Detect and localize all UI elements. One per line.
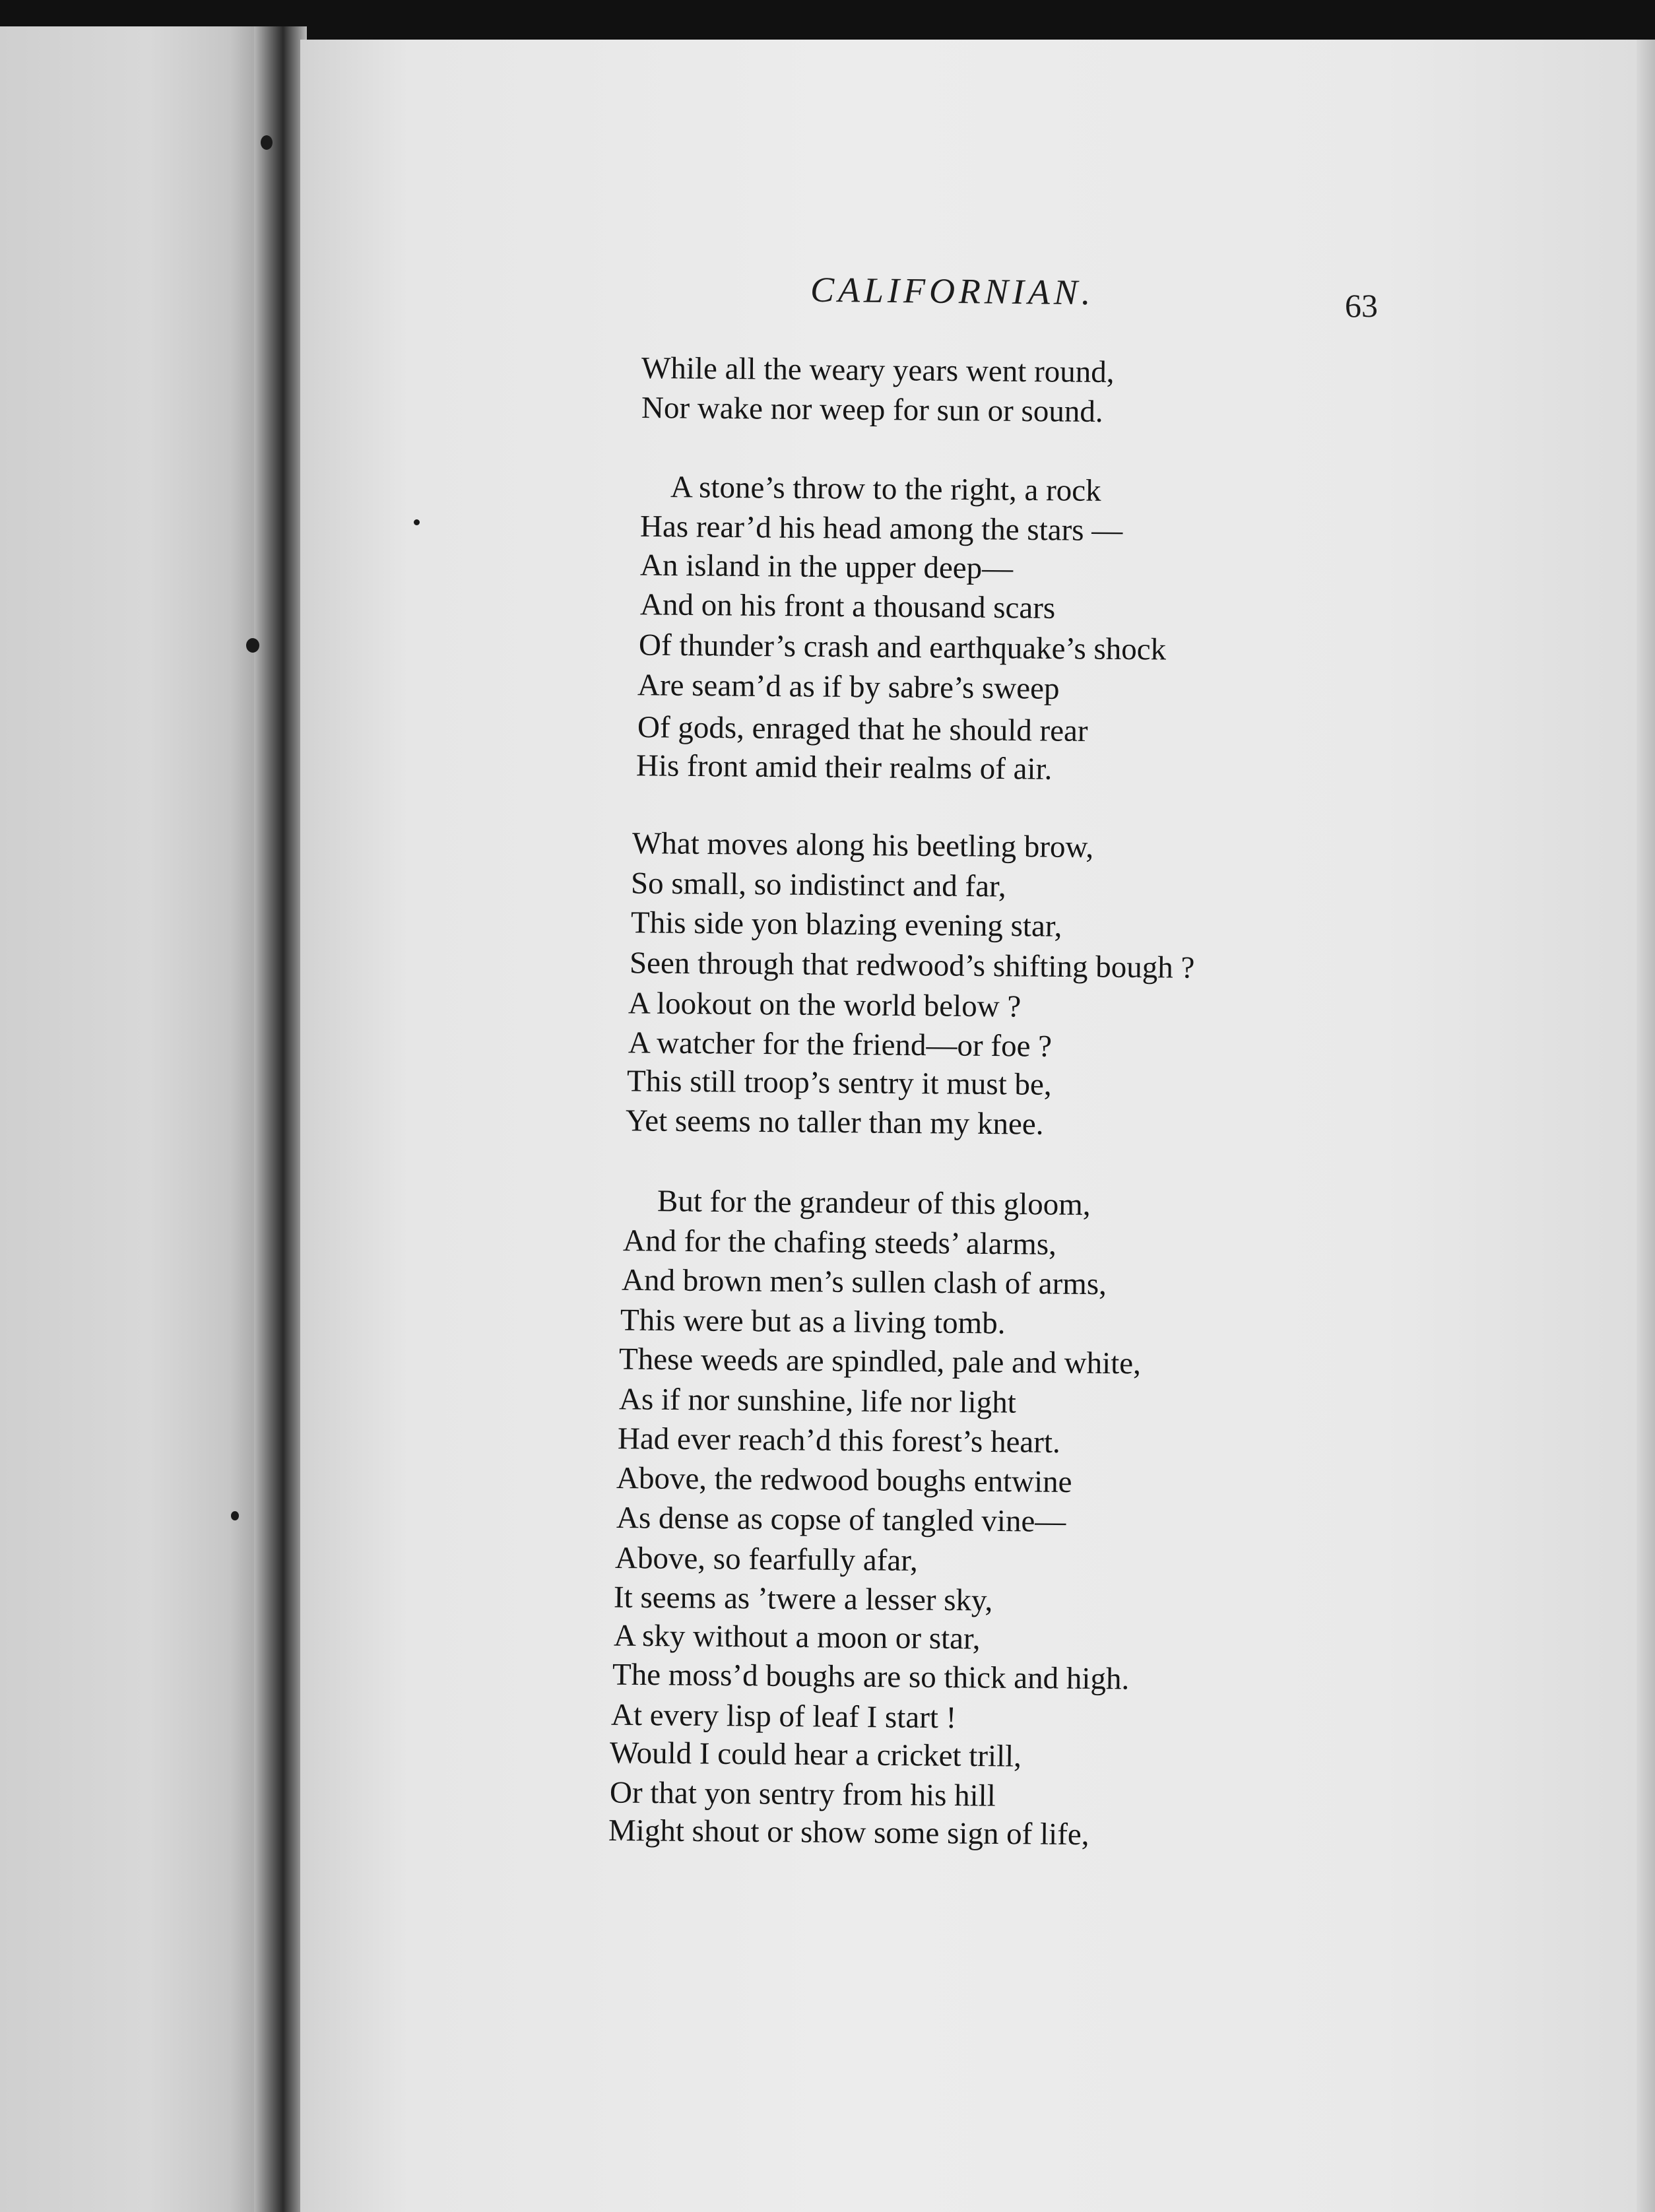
poem-line: A stone’s throw to the right, a rock: [670, 470, 1101, 508]
ink-speck: [231, 1511, 239, 1520]
poem-line: Above, the redwood boughs entwine: [616, 1460, 1072, 1500]
poem-line: And for the chafing steeds’ alarms,: [622, 1223, 1057, 1262]
poem-line: Of gods, enraged that he should rear: [637, 710, 1088, 748]
poem-line: An island in the upper deep—: [639, 548, 1014, 586]
poem-line: Has rear’d his head among the stars —: [639, 509, 1123, 548]
ink-speck: [261, 135, 273, 150]
page-edge: [1637, 40, 1655, 2212]
poem-line: The moss’d boughs are so thick and high.: [612, 1657, 1130, 1697]
ink-speck: [414, 519, 420, 525]
poem-line: Or that yon sentry from his hill: [609, 1775, 996, 1813]
poem-line: This side yon blazing evening star,: [630, 905, 1062, 944]
poem-line: Are seam’d as if by sabre’s sweep: [637, 668, 1060, 706]
poem-line: It seems as ’twere a lesser sky,: [613, 1580, 993, 1618]
poem-line: A watcher for the friend—or foe ?: [628, 1025, 1053, 1064]
poem-line: As dense as copse of tangled vine—: [616, 1501, 1066, 1539]
poem-line: This were but as a living tomb.: [620, 1303, 1006, 1341]
poem-line: So small, so indistinct and far,: [630, 866, 1006, 904]
poem-line: Seen through that redwood’s shifting bough ?: [629, 946, 1195, 985]
poem-line: Nor wake nor weep for sun or sound.: [641, 390, 1103, 430]
poem-line: But for the grandeur of this gloom,: [657, 1184, 1091, 1222]
poem-line: As if nor sunshine, life nor light: [618, 1382, 1017, 1420]
poem-line: These weeds are spindled, pale and white,: [618, 1342, 1142, 1381]
poem-line: And brown men’s sullen clash of arms,: [621, 1262, 1107, 1302]
poem-line: And on his front a thousand scars: [639, 587, 1056, 626]
poem-line: While all the weary years went round,: [641, 350, 1115, 390]
ink-speck: [246, 638, 259, 653]
poem-line: Above, so fearfully afar,: [614, 1540, 919, 1578]
running-title: CALIFORNIAN.: [810, 269, 1095, 313]
poem-line: Would I could hear a cricket trill,: [609, 1736, 1022, 1774]
poem-line: A lookout on the world below ?: [628, 986, 1022, 1024]
page-number: 63: [1345, 287, 1378, 324]
poem-line: Had ever reach’d this forest’s heart.: [617, 1421, 1060, 1460]
left-page: [0, 26, 271, 2212]
poem-line: Might shout or show some sign of life,: [608, 1813, 1089, 1852]
poem-line: What moves along his beetling brow,: [632, 826, 1094, 865]
poem-line: At every lisp of leaf I start !: [610, 1697, 957, 1736]
poem-line: Yet seems no taller than my knee.: [625, 1103, 1044, 1142]
poem-line: A sky without a moon or star,: [613, 1618, 981, 1656]
poem-line: His front amid their realms of air.: [635, 748, 1053, 787]
book-gutter: [254, 26, 307, 2212]
poem-line: This still troop’s sentry it must be,: [626, 1064, 1052, 1102]
poem-line: Of thunder’s crash and earthquake’s shock: [638, 628, 1167, 667]
